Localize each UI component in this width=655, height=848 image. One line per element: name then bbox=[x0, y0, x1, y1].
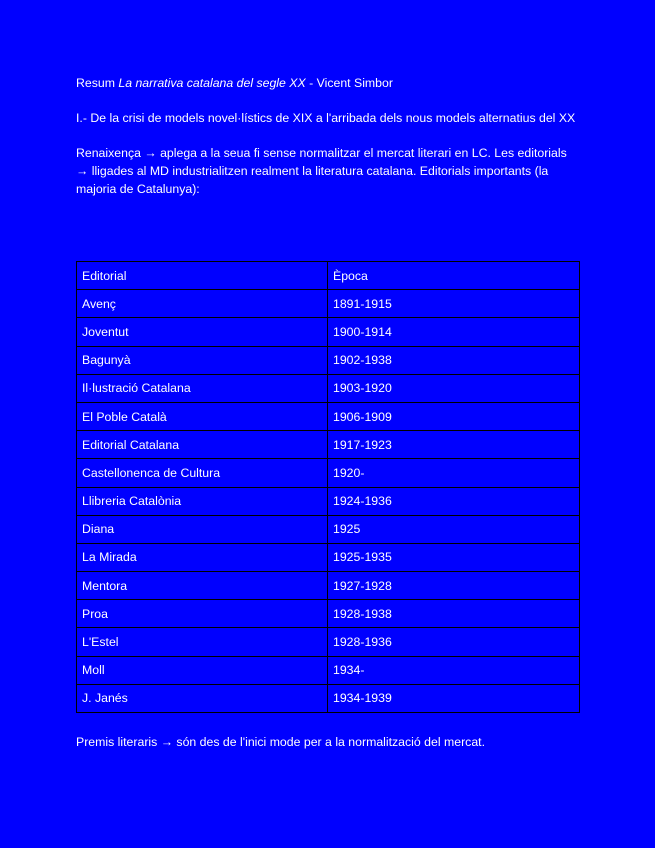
editorials-table bbox=[76, 261, 580, 713]
epoca-cell: 1924-1936 bbox=[328, 487, 580, 515]
title-suffix: - Vicent Simbor bbox=[305, 76, 393, 90]
editorial-name-cell: J. Janés bbox=[77, 684, 328, 712]
editorial-name-cell: Il·lustració Catalana bbox=[77, 374, 328, 402]
table-row bbox=[77, 487, 580, 515]
table-row bbox=[77, 572, 580, 600]
editorial-name-cell: Moll bbox=[77, 656, 328, 684]
footer-paragraph: Premis literaris → són des de l'inici mode per a la normalització del mercat. bbox=[76, 735, 485, 749]
table-row bbox=[77, 656, 580, 684]
title-prefix: Resum bbox=[76, 76, 119, 90]
editorial-name-cell: Joventut bbox=[77, 318, 328, 346]
editorial-name-cell: La Mirada bbox=[77, 543, 328, 571]
table-row bbox=[77, 318, 580, 346]
header-epoca: Època bbox=[328, 262, 580, 290]
table-row bbox=[77, 684, 580, 712]
editorial-name-cell: Castellonenca de Cultura bbox=[77, 459, 328, 487]
epoca-cell: 1891-1915 bbox=[328, 290, 580, 318]
document-title bbox=[76, 74, 580, 92]
epoca-cell: 1925 bbox=[328, 515, 580, 543]
editorial-name-cell: Mentora bbox=[77, 572, 328, 600]
epoca-cell: 1920- bbox=[328, 459, 580, 487]
section-heading: I.- De la crisi de models novel·lístics de XIX a l'arribada dels nous models alternatius del XX bbox=[76, 111, 576, 125]
epoca-cell: 1902-1938 bbox=[328, 346, 580, 374]
table-row bbox=[77, 515, 580, 543]
epoca-cell: 1928-1938 bbox=[328, 600, 580, 628]
epoca-cell: 1925-1935 bbox=[328, 543, 580, 571]
header-editorial: Editorial bbox=[77, 262, 328, 290]
table-row bbox=[77, 628, 580, 656]
table-row bbox=[77, 374, 580, 402]
book-title: La narrativa catalana del segle XX bbox=[118, 76, 306, 90]
epoca-cell: 1900-1914 bbox=[328, 318, 580, 346]
epoca-cell: 1903-1920 bbox=[328, 374, 580, 402]
editorial-name-cell: Editorial Catalana bbox=[77, 431, 328, 459]
epoca-cell: 1934- bbox=[328, 656, 580, 684]
editorial-name-cell: Bagunyà bbox=[77, 346, 328, 374]
epoca-cell: 1934-1939 bbox=[328, 684, 580, 712]
editorial-name-cell: Proa bbox=[77, 600, 328, 628]
table-row bbox=[77, 459, 580, 487]
table-row bbox=[77, 543, 580, 571]
epoca-cell: 1927-1928 bbox=[328, 572, 580, 600]
editorial-name-cell: Diana bbox=[77, 515, 328, 543]
epoca-cell: 1917-1923 bbox=[328, 431, 580, 459]
table-row bbox=[77, 290, 580, 318]
epoca-cell: 1928-1936 bbox=[328, 628, 580, 656]
table-row bbox=[77, 402, 580, 430]
intro-paragraph: Renaixença → aplega a la seua fi sense normalitzar el mercat literari en LC. Les editorials → lligades al MD industrialitzen realment la literatura catalana. Editorials importants (la majoria de Catalunya): bbox=[76, 146, 567, 196]
editorial-name-cell: El Poble Català bbox=[77, 402, 328, 430]
document-body bbox=[76, 74, 580, 198]
editorial-name-cell: Llibreria Catalònia bbox=[77, 487, 328, 515]
editorial-name-cell: Avenç bbox=[77, 290, 328, 318]
table-header-row bbox=[77, 262, 580, 290]
table-row bbox=[77, 346, 580, 374]
epoca-cell: 1906-1909 bbox=[328, 402, 580, 430]
table-row bbox=[77, 431, 580, 459]
editorial-name-cell: L'Estel bbox=[77, 628, 328, 656]
table-row bbox=[77, 600, 580, 628]
